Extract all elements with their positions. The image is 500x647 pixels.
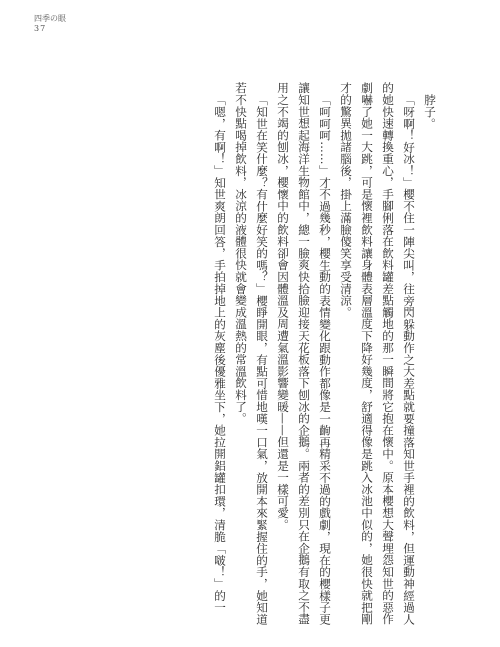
page-body (150, 82, 440, 627)
running-head (34, 14, 66, 34)
book-title: 四季の眼 (34, 14, 66, 23)
paragraph: 「呵呵呵……」才不過幾秒，櫻生動的表情變化跟動作都像是一齣再精采不過的戲劇，現在的櫻樣子更讓知世想起海洋生物館中，總一臉爽快拾臉迎接天花板落下刨冰的企鵝。兩者的差別只在企鵝有取之不盡用之不竭的刨冰，櫻懷中的飲料卻會因體溫及周遭氣溫影響變暖——但還是一樣可愛。 (276, 82, 332, 625)
paragraph: 「嗯，有啊！」知世爽朗回答，手拍掉地上的灰塵後優雅坐下，她拉開鋁罐扣環，清脆「啵！」的一 (213, 93, 227, 613)
paragraph: 脖子。 (423, 93, 437, 129)
paragraph: 「呀啊！好冰！」櫻不住一陣尖叫，往旁閃躲動作之大差點就要撞落知世手裡的飲料，但運動神經過人的她快速轉換重心，手腳俐落在飲料罐差點觸地的那一瞬間將它抱在懷中。原本櫻想大聲埋怨知世的惡作劇嚇了她一大跳，可是懷裡飲料讓身體表層溫度下降好幾度，舒適得像是跳入冰池中似的，她很快就把剛才的驚異拋諸腦後，掛上滿臉傻笑享受清涼。 (339, 82, 416, 625)
paragraph: 「知世在笑什麼？有什麼好笑的嗎？」櫻睜開眼，有點可惜地嘆一口氣，放開本來緊握住的手，她知道若不快點喝掉飲料，冰涼的液體很快就會變成溫熱的常溫飲料了。 (234, 82, 269, 625)
page-number: 37 (34, 24, 47, 33)
